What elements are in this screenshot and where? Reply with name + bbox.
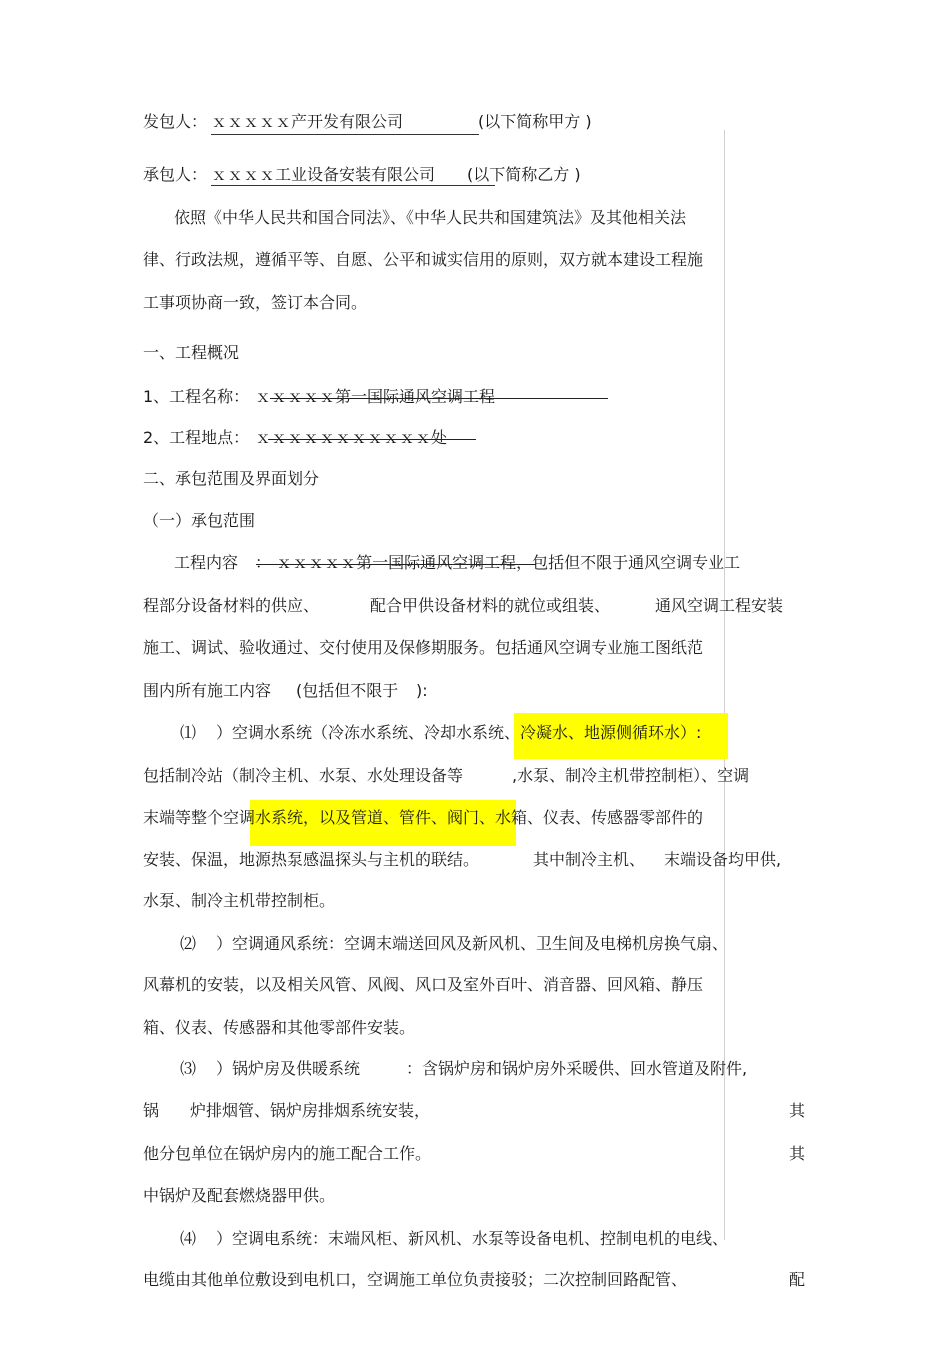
item-text: 其中制冷主机、 xyxy=(533,850,646,869)
item-text: 他分包单位在锅炉房内的施工配合工作。 xyxy=(143,1144,432,1163)
item-text: 安装、保温，地源热泵感温探头与主机的联结。 xyxy=(143,850,480,869)
item-text: ：含锅炉房和锅炉房外采暖供、回水管道及附件, xyxy=(406,1059,748,1078)
item-text: 锅 xyxy=(143,1101,160,1120)
item-text: 末端设备均甲供, xyxy=(664,850,782,869)
heading-text: 一、工程概况 xyxy=(143,343,240,362)
preamble-text: 依照《中华人民共和国合同法》、《中华人民共和国建筑法》及其他相关法 xyxy=(174,208,687,227)
heading-text: 二、承包范围及界面划分 xyxy=(143,469,320,488)
contractor-label: 承包人： xyxy=(143,165,208,184)
content-text: 施工、调试、验收通过、交付使用及保修期服务。包括通风空调专业施工图纸范 xyxy=(143,638,704,657)
item-text: 水泵、制冷主机带控制柜。 xyxy=(143,891,336,910)
content-text: 围内所有施工内容 xyxy=(143,681,272,700)
content-strike xyxy=(256,564,536,565)
preamble-text: 律、行政法规，遵循平等、自愿、公平和诚实信用的原则，双方就本建设工程施 xyxy=(143,250,704,269)
item1-number: ⑴ xyxy=(180,723,197,742)
project-location-value: ｘｘｘｘｘｘｘｘｘｘｘ处 xyxy=(255,428,448,447)
employer-label: 发包人： xyxy=(143,112,208,131)
contractor-underline xyxy=(211,185,495,186)
project-name-strike xyxy=(270,398,608,399)
project-name-value: ｘｘｘｘｘ第一国际通风空调工程 xyxy=(255,387,496,406)
item-text: ）锅炉房及供暖系统 xyxy=(216,1059,361,1078)
item-text: 风幕机的安装，以及相关风管、风阀、风口及室外百叶、消音器、回风箱、静压 xyxy=(143,975,704,994)
contractor-abbr: (以下简称乙方 ) xyxy=(467,165,581,184)
item-text: ）空调水系统（冷冻水系统、冷却水系统、冷凝水、地源侧循环水）: xyxy=(216,723,702,742)
contractor-name: ｘｘｘｘ工业设备安装有限公司 xyxy=(211,165,436,184)
item2-number: ⑵ xyxy=(180,934,197,953)
item4-number: ⑷ xyxy=(180,1229,197,1248)
item-text: 其 xyxy=(789,1144,806,1163)
item-text: 电缆由其他单位敷设到电机口，空调施工单位负责接驳；二次控制回路配管、 xyxy=(143,1270,688,1289)
item-text: 末端等整个空调水系统，以及管道、管件、阀门、水箱、仪表、传感器零部件的 xyxy=(143,808,704,827)
content-text: ): xyxy=(416,681,428,700)
item-text: 包括制冷站（制冷主机、水泵、水处理设备等 xyxy=(143,766,464,785)
item-text: ）空调通风系统：空调末端送回风及新风机、卫生间及电梯机房换气扇、 xyxy=(216,934,729,953)
content-text: 通风空调工程安装 xyxy=(655,596,784,615)
item-text: 箱、仪表、传感器和其他零部件安装。 xyxy=(143,1018,416,1037)
employer-abbr: (以下简称甲方 ) xyxy=(478,112,592,131)
employer-name: ｘｘｘｘｘ产开发有限公司 xyxy=(211,112,404,131)
item-text: 炉排烟管、锅炉房排烟系统安装， xyxy=(190,1101,431,1120)
item-text: 中锅炉及配套燃烧器甲供。 xyxy=(143,1186,336,1205)
project-location-label: 2、工程地点： xyxy=(143,428,250,447)
employer-underline xyxy=(211,134,479,135)
item-text: ,水泵、制冷主机带控制柜）、空调 xyxy=(512,766,750,785)
content-text: 工程内容 xyxy=(174,553,239,572)
project-location-strike xyxy=(268,439,476,440)
item-text: 其 xyxy=(789,1101,806,1120)
item3-number: ⑶ xyxy=(180,1059,197,1078)
project-name-label: 1、工程名称： xyxy=(143,387,250,406)
item-text: ）空调电系统：末端风柜、新风机、水泵等设备电机、控制电机的电线、 xyxy=(216,1229,729,1248)
content-text: ： ｘｘｘｘｘ第一国际通风空调工程，包括但不限于通风空调专业工 xyxy=(255,553,741,572)
content-text: 程部分设备材料的供应、 xyxy=(143,596,320,615)
content-text: (包括但不限于 xyxy=(296,681,399,700)
item-text: 配 xyxy=(789,1270,806,1289)
subheading-text: （一）承包范围 xyxy=(143,511,256,530)
preamble-text: 工事项协商一致，签订本合同。 xyxy=(143,293,368,312)
content-text: 配合甲供设备材料的就位或组装、 xyxy=(370,596,611,615)
